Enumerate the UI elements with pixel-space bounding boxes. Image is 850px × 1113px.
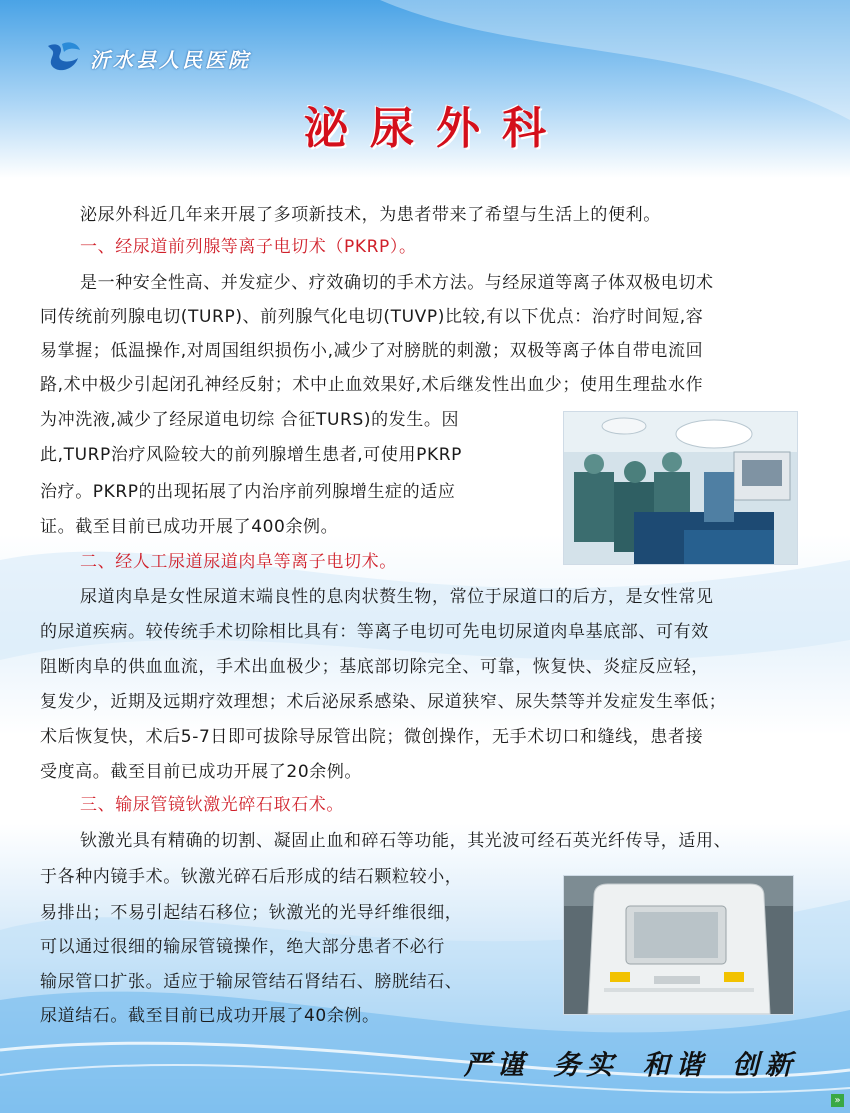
section-2-line: 受度高。截至目前已成功开展了20余例。 <box>40 762 363 782</box>
section-1-line: 是一种安全性高、并发症少、疗效确切的手术方法。与经尿道等离子体双极电切术 <box>80 273 714 293</box>
intro-text: 泌尿外科近几年来开展了多项新技术，为患者带来了希望与生活上的便利。 <box>80 205 661 225</box>
section-2-heading: 二、经人工尿道尿道肉阜等离子电切术。 <box>80 552 397 572</box>
surgery-photo <box>563 411 798 565</box>
section-1-line: 治疗。PKRP的出现拓展了内治序前列腺增生症的适应 <box>40 482 456 502</box>
page-title: 泌尿外科 <box>304 103 568 154</box>
section-3-line: 易排出；不易引起结石移位；钬激光的光导纤维很细， <box>40 903 463 923</box>
section-3-heading: 三、输尿管镜钬激光碎石取石术。 <box>80 795 344 815</box>
section-3-line: 尿道结石。截至目前已成功开展了40余例。 <box>40 1006 380 1026</box>
section-2-line: 复发少，近期及远期疗效理想；术后泌尿系感染、尿道狭窄、尿失禁等并发症发生率低； <box>40 692 727 712</box>
section-1-line: 易掌握；低温操作,对周国组织损伤小,减少了对膀胱的刺激；双极等离子体自带电流回 <box>40 341 704 361</box>
section-1-heading: 一、经尿道前列腺等离子电切术（PKRP）。 <box>80 237 417 257</box>
corner-mark-icon: » <box>831 1094 844 1107</box>
section-1-line: 路,术中极少引起闭孔神经反射；术中止血效果好,术后继发性出血少；使用生理盐水作 <box>40 375 704 395</box>
section-2-line: 术后恢复快，术后5-7日即可拔除导尿管出院；微创操作，无手术切口和缝线，患者接 <box>40 727 704 747</box>
section-1-line: 证。截至目前已成功开展了400余例。 <box>40 517 339 537</box>
section-2-line: 的尿道疾病。较传统手术切除相比具有：等离子电切可先电切尿道肉阜基底部、可有效 <box>40 622 709 642</box>
section-2-line: 尿道肉阜是女性尿道末端良性的息肉状赘生物，常位于尿道口的后方，是女性常见 <box>80 587 714 607</box>
section-1-line: 为冲洗液,减少了经尿道电切综 合征TURS)的发生。因 <box>40 410 460 430</box>
section-1-line: 同传统前列腺电切(TURP)、前列腺气化电切(TUVP)比较,有以下优点：治疗时间短,容 <box>40 307 704 327</box>
section-1-line: 此,TURP治疗风险较大的前列腺增生患者,可使用PKRP <box>40 445 462 465</box>
hospital-name: 沂水县人民医院 <box>90 47 251 72</box>
hospital-logo-icon <box>44 40 84 76</box>
section-3-line: 输尿管口扩张。适应于输尿管结石肾结石、膀胱结石、 <box>40 972 463 992</box>
motto: 严谨 务实 和谐 创新 <box>463 1050 798 1081</box>
section-3-line: 钬激光具有精确的切割、凝固止血和碎石等功能，其光波可经石英光纤传导，适用、 <box>80 831 732 851</box>
laser-device-photo <box>563 875 794 1015</box>
hospital-logo <box>44 40 251 76</box>
section-3-line: 于各种内镜手术。钬激光碎石后形成的结石颗粒较小， <box>40 867 463 887</box>
section-2-line: 阻断肉阜的供血血流，手术出血极少；基底部切除完全、可靠，恢复快、炎症反应轻， <box>40 657 709 677</box>
section-3-line: 可以通过很细的输尿管镜操作，绝大部分患者不必行 <box>40 937 445 957</box>
